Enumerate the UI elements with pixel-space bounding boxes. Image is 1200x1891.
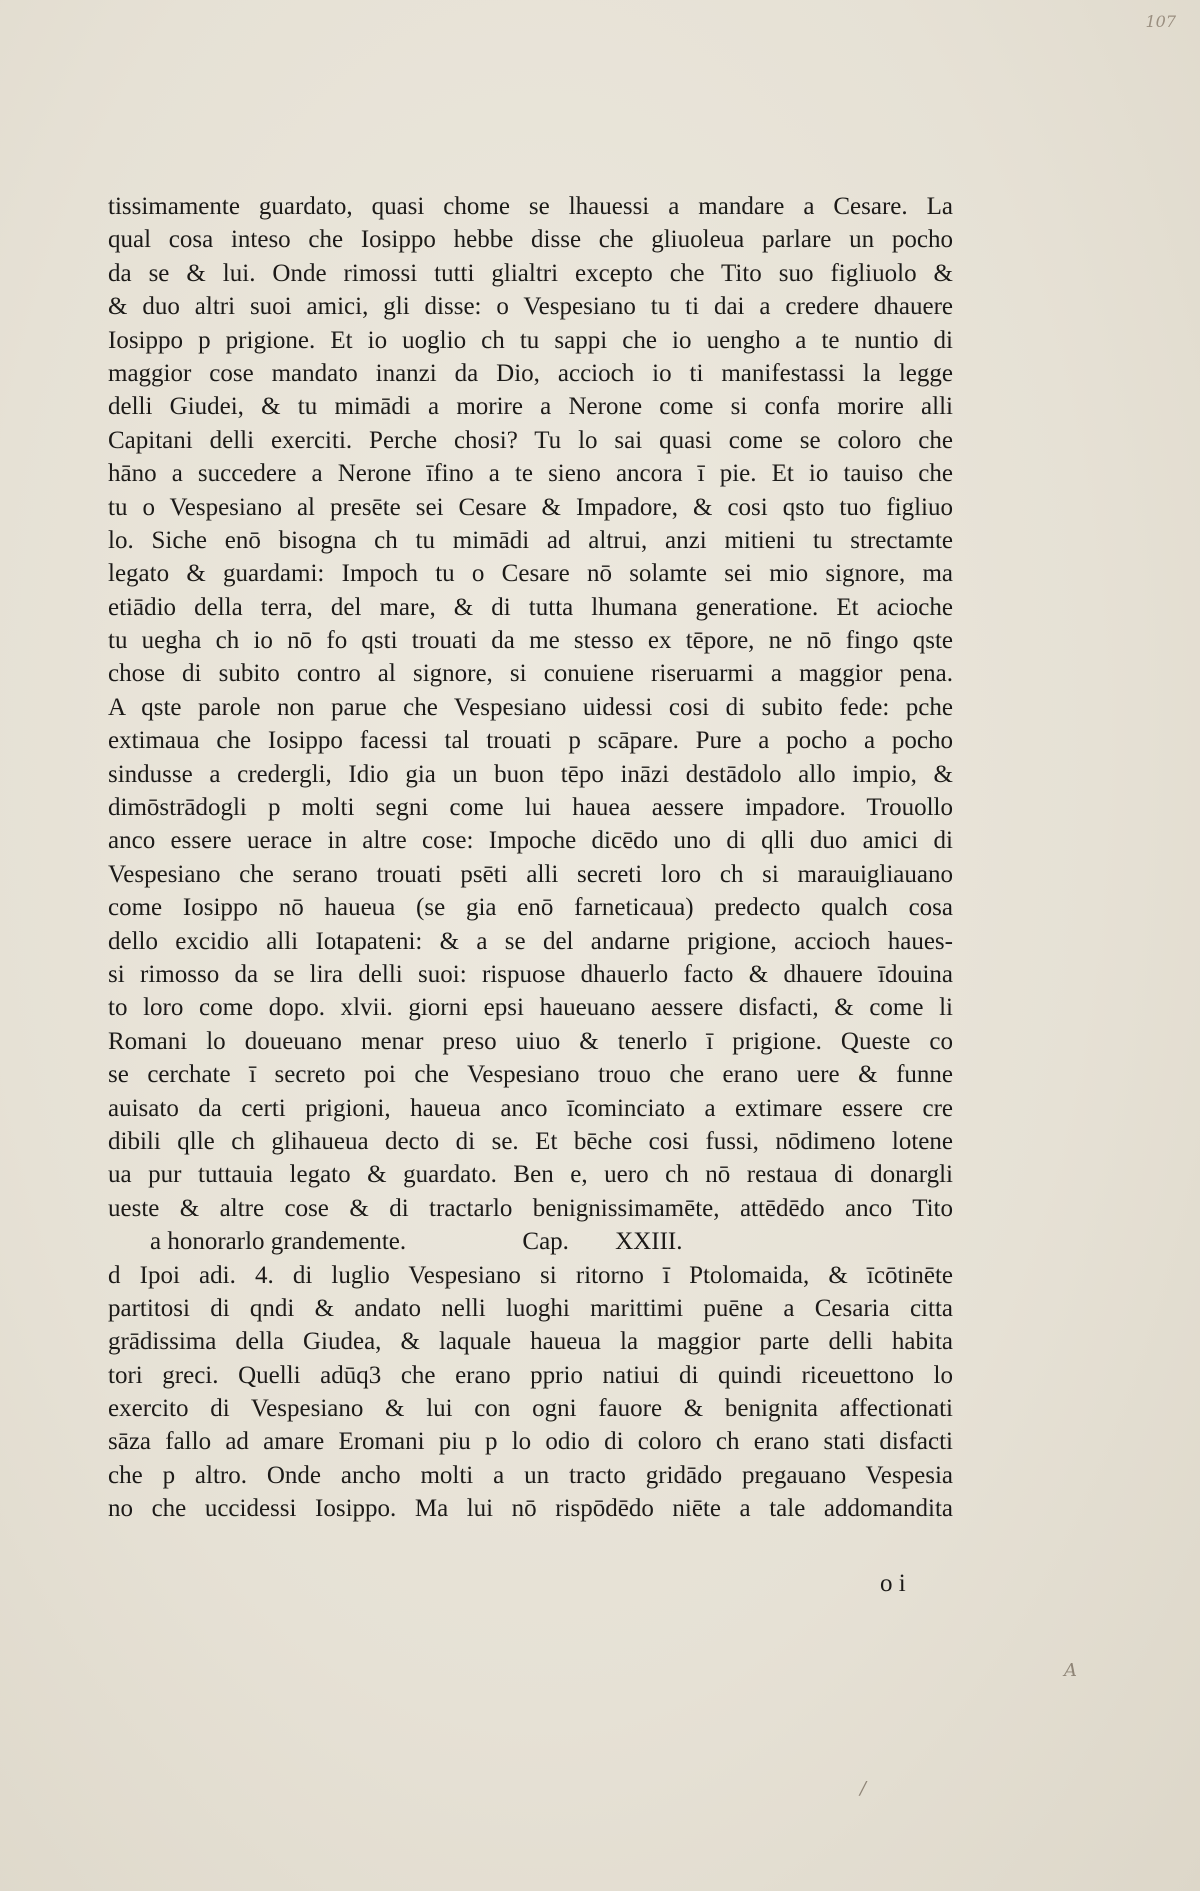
text-line: che p altro. Onde ancho molti a un tracto gridādo pregauano Vespesia [108, 1461, 953, 1489]
text-line: to loro come dopo. xlvii. giorni epsi haueuano aessere disfacti, & come li [108, 994, 953, 1022]
chapter-first-line: d Ipoi adi. 4. di luglio Vespesiano si ritorno ī Ptolomaida, & īcōtinēte [108, 1261, 953, 1289]
text-line: Romani lo doueuano menar preso uiuo & tenerlo ī prigione. Queste co [108, 1027, 953, 1055]
text-line: delli Giudei, & tu mimādi a morire a Nerone come si confa morire alli [108, 393, 953, 421]
text-line: da se & lui. Onde rimossi tutti glialtri excepto che Tito suo figliuolo & [108, 259, 953, 287]
text-line: partitosi di qndi & andato nelli luoghi marittimi puēne a Cesaria citta [108, 1294, 953, 1322]
chapter-heading-text: a honorarlo grandemente. [150, 1228, 407, 1256]
text-line: Iosippo p prigione. Et io uoglio ch tu sappi che io uengho a te nuntio di [108, 326, 953, 354]
text-line: Vespesiano che serano trouati psēti alli secreti loro ch si marauigliauano [108, 860, 953, 888]
text-line: extimaua che Iosippo facessi tal trouati p scāpare. Pure a pocho a pocho [108, 727, 953, 755]
text-line: etiādio della terra, del mare, & di tutta lhumana generatione. Et acioche [108, 593, 953, 621]
text-line: chose di subito contro al signore, si conuiene riseruarmi a maggior pena. [108, 660, 953, 688]
text-line: tori greci. Quelli adūq3 che erano pprio natiui di quindi riceuettono lo [108, 1361, 953, 1389]
text-line: dello excidio alli Iotapateni: & a se del andarne prigione, accioch haues- [108, 927, 953, 955]
chapter-label: Cap. [522, 1228, 569, 1256]
text-line: se cerchate ī secreto poi che Vespesiano trouo che erano uere & funne [108, 1061, 953, 1089]
margin-mark: / [860, 1778, 867, 1799]
text-line: sindusse a credergli, Idio gia un buon tēpo ināzi destādolo allo impio, & [108, 760, 953, 788]
text-line: hāno a succedere a Nerone īfino a te sieno ancora ī pie. Et io tauiso che [108, 460, 953, 488]
text-line: ueste & altre cose & di tractarlo benignissimamēte, attēdēdo anco Tito [108, 1194, 953, 1222]
chapter-heading-line [108, 1225, 953, 1258]
text-line: Capitani delli exerciti. Perche chosi? Tu lo sai quasi come se coloro che [108, 426, 953, 454]
text-line: dibili qlle ch glihaueua decto di se. Et bēche cosi fussi, nōdimeno lotene [108, 1127, 953, 1155]
margin-mark: A [1064, 1660, 1077, 1681]
text-line: ua pur tuttauia legato & guardato. Ben e, uero ch nō restaua di donargli [108, 1161, 953, 1189]
text-line: tissimamente guardato, quasi chome se lhauessi a mandare a Cesare. La [108, 193, 953, 220]
folio-number: 107 [1145, 12, 1176, 31]
chapter-number: XXIII. [615, 1228, 683, 1256]
text-line: come Iosippo nō haueua (se gia enō farneticaua) predecto qualch cosa [108, 894, 953, 922]
text-line: sāza fallo ad amare Eromani piu p lo odio di coloro ch erano stati disfacti [108, 1428, 953, 1456]
text-line: exercito di Vespesiano & lui con ogni fauore & benignita affectionati [108, 1395, 953, 1423]
text-line: si rimosso da se lira delli suoi: rispuose dhauerlo facto & dhauere īdouina [108, 960, 953, 988]
signature-mark: o i [880, 1570, 906, 1597]
text-line: no che uccidessi Iosippo. Ma lui nō rispōdēdo niēte a tale addomandita [108, 1495, 953, 1523]
text-line: auisato da certi prigioni, haueua anco īcominciato a extimare essere cre [108, 1094, 953, 1122]
text-line: lo. Siche enō bisogna ch tu mimādi ad altrui, anzi mitieni tu strectamte [108, 526, 953, 554]
text-line: legato & guardami: Impoch tu o Cesare nō solamte sei mio signore, ma [108, 560, 953, 588]
text-line: A qste parole non parue che Vespesiano uidessi cosi di subito fede: pche [108, 693, 953, 721]
text-line: tu uegha ch io nō fo qsti trouati da me stesso ex tēpore, ne nō fingo qste [108, 627, 953, 655]
text-line: anco essere uerace in altre cose: Impoche dicēdo uno di qlli duo amici di [108, 827, 953, 855]
text-line: & duo altri suoi amici, gli disse: o Vespesiano tu ti dai a credere dhauere [108, 293, 953, 321]
text-line: maggior cose mandato inanzi da Dio, accioch io ti manifestassi la legge [108, 359, 953, 387]
text-line: qual cosa inteso che Iosippo hebbe disse che gliuoleua parlare un pocho [108, 226, 953, 254]
text-line: dimōstrādogli p molti segni come lui hauea aessere impadore. Trouollo [108, 794, 953, 822]
text-line: grādissima della Giudea, & laquale haueua la maggior parte delli habita [108, 1328, 953, 1356]
text-line: tu o Vespesiano al presēte sei Cesare & Impadore, & cosi qsto tuo figliuo [108, 493, 953, 521]
text-block [108, 190, 953, 1526]
